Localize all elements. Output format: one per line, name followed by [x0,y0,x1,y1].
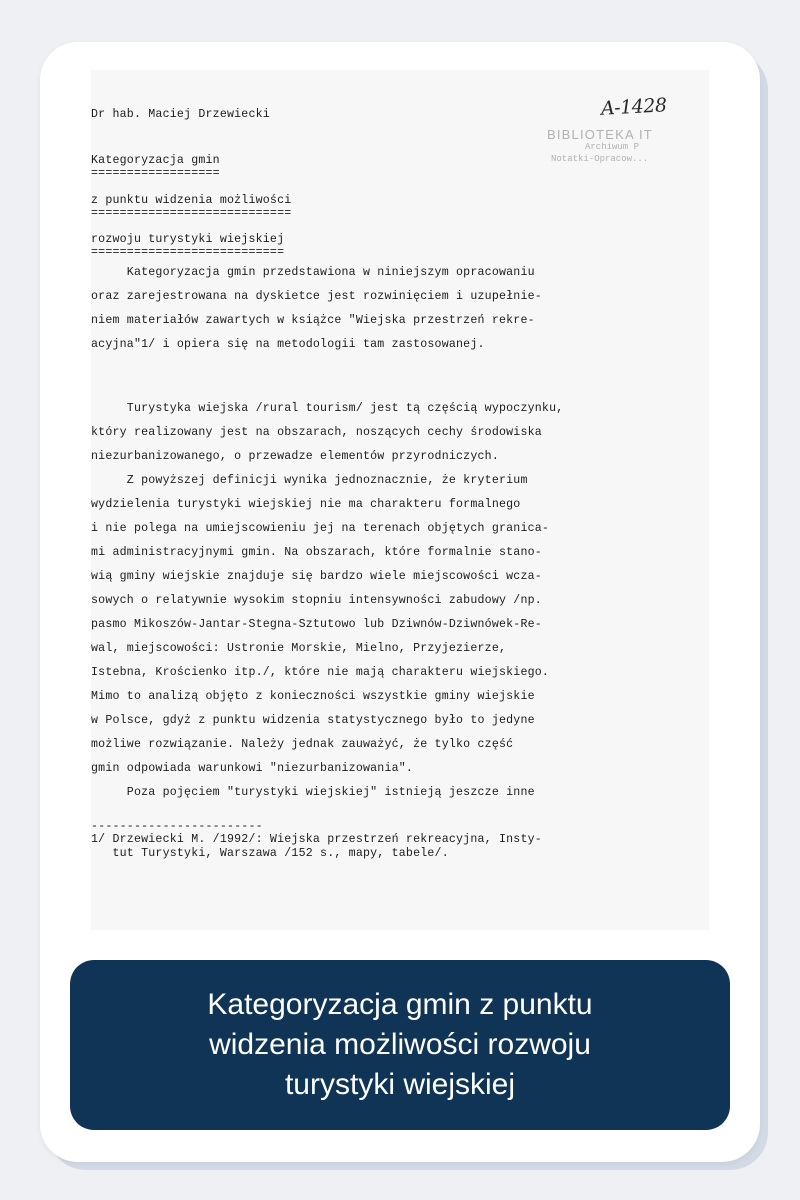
title-line: z punktu widzenia możliwości [91,194,292,207]
body-line: Kategoryzacja gmin przedstawiona w niniejszym opracowaniu [91,266,535,279]
body-line: w Polsce, gdyż z punktu widzenia statystycznego było to jedyne [91,714,535,727]
document-scan [91,70,709,930]
body-line: niezurbanizowanego, o przewadze elementów przyrodniczych. [91,450,499,463]
body-line: wydzielenia turystyki wiejskiej nie ma charakteru formalnego [91,498,521,511]
body-line: Z powyższej definicji wynika jednoznacznie, że kryterium [91,474,528,487]
body-line: wią gminy wiejskie znajduje się bardzo wiele miejscowości wcza- [91,570,542,583]
caption-title: Kategoryzacja gmin z punktu widzenia możliwości rozwoju turystyki wiejskiej [207,988,593,1101]
body-line: sowych o relatywnie wysokim stopniu intensywności zabudowy /np. [91,594,542,607]
body-line: wal, miejscowości: Ustronie Morskie, Mielno, Przyjezierze, [91,642,507,655]
footnote-line: 1/ Drzewiecki M. /1992/: Wiejska przestrzeń rekreacyjna, Insty- [91,833,542,846]
title-underline: ============================ [91,207,292,220]
footnote-line: tut Turystyki, Warszawa /152 s., mapy, tabele/. [91,847,449,860]
title-line: rozwoju turystyki wiejskiej [91,233,285,246]
body-line: acyjna"1/ i opiera się na metodologii tam zastosowanej. [91,338,485,351]
body-line: gmin odpowiada warunkowi "niezurbanizowania". [91,762,414,775]
footnote-rule: ------------------------ [91,820,263,833]
body-line: oraz zarejestrowana na dyskietce jest rozwinięciem i uzupełnie- [91,290,542,303]
stamp-line: Notatki-Opracow... [551,154,649,164]
archive-signature: A-1428 [600,94,668,120]
title-underline: ================== [91,167,220,180]
body-line: Istebna, Krościenko itp./, które nie mają charakteru wiejskiego. [91,666,550,679]
author-line: Dr hab. Maciej Drzewiecki [91,108,270,121]
body-line: który realizowany jest na obszarach, noszących cechy środowiska [91,426,542,439]
stamp-line: Archiwum P [585,142,640,152]
body-line: mi administracyjnymi gmin. Na obszarach, które formalnie stano- [91,546,542,559]
stamp-line: BIBLIOTEKA IT [547,127,653,142]
title-line: Kategoryzacja gmin [91,154,220,167]
body-line: pasmo Mikoszów-Jantar-Stegna-Sztutowo lub Dziwnów-Dziwnówek-Re- [91,618,542,631]
body-line: i nie polega na umiejscowieniu jej na terenach objętych granica- [91,522,550,535]
title-underline: =========================== [91,246,285,259]
body-line: niem materiałów zawartych w książce "Wiejska przestrzeń rekre- [91,314,535,327]
body-line: Poza pojęciem "turystyki wiejskiej" istnieją jeszcze inne [91,786,535,799]
caption-banner [70,960,730,1130]
body-line: Turystyka wiejska /rural tourism/ jest tą częścią wypoczynku, [91,402,564,415]
body-line: możliwe rozwiązanie. Należy jednak zauważyć, że tylko część [91,738,514,751]
body-line: Mimo to analizą objęto z konieczności wszystkie gminy wiejskie [91,690,535,703]
